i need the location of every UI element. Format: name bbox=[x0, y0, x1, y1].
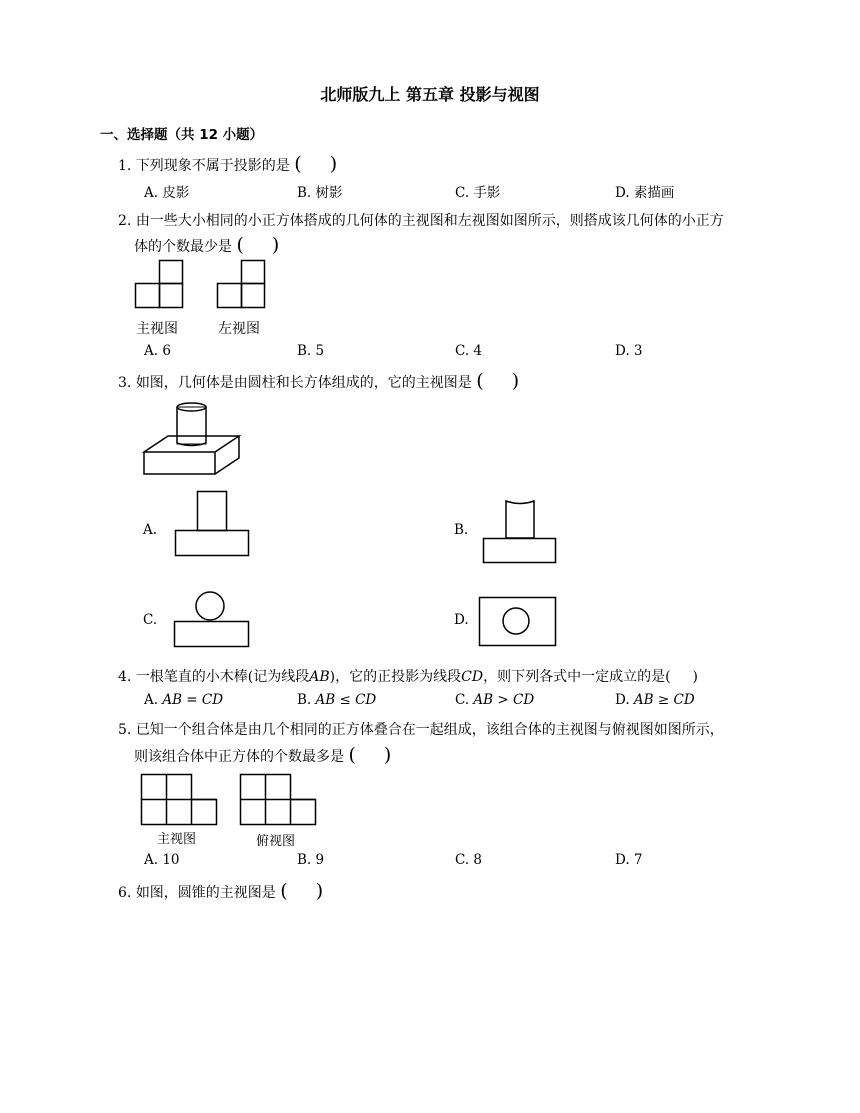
answer-paren-open: ( bbox=[236, 234, 244, 256]
option-c: C. bbox=[143, 612, 158, 628]
answer-paren-close: ) bbox=[329, 153, 338, 175]
option-a-figure bbox=[172, 490, 252, 558]
question-number: 2. bbox=[118, 213, 132, 229]
option-d: D. 7 bbox=[615, 852, 643, 868]
question-number: 5. bbox=[118, 722, 132, 738]
answer-paren-open: ( bbox=[348, 744, 356, 766]
option-a: A. 𝐴𝐵 = 𝐶𝐷 bbox=[144, 692, 224, 708]
answer-paren-open: ( bbox=[280, 880, 288, 902]
question-number: 1. bbox=[118, 158, 132, 174]
page-title: 北师版九上 第五章 投影与视图 bbox=[320, 85, 540, 104]
option-a: A. 10 bbox=[144, 852, 180, 868]
answer-paren-close: ) bbox=[511, 370, 520, 392]
answer-paren-close: ) bbox=[383, 744, 392, 766]
left-view-figure bbox=[216, 259, 268, 309]
answer-paren-close: ) bbox=[271, 234, 280, 256]
option-a: A. 6 bbox=[144, 343, 171, 359]
question-number: 3. bbox=[118, 375, 132, 391]
figure-caption: 左视图 bbox=[218, 321, 260, 337]
question-6 bbox=[118, 882, 323, 902]
figure-caption: 主视图 bbox=[136, 321, 178, 337]
question-5-line2 bbox=[134, 746, 391, 766]
question-text: 由一些大小相同的小正方体搭成的几何体的主视图和左视图如图所示，则搭成该几何体的小正方 bbox=[135, 213, 724, 229]
question-text: 如图，圆锥的主视图是 bbox=[135, 885, 276, 901]
question-1 bbox=[118, 155, 337, 175]
question-text: 体的个数最少是 bbox=[134, 239, 232, 255]
figure-caption: 主视图 bbox=[157, 832, 197, 847]
question-4 bbox=[118, 666, 698, 686]
option-c-figure bbox=[172, 590, 252, 650]
option-d-figure bbox=[478, 596, 558, 648]
option-c: C. 手影 bbox=[455, 185, 501, 201]
question-text: 下列现象不属于投影的是 bbox=[135, 158, 290, 174]
question-text: 如图，几何体是由圆柱和长方体组成的，它的主视图是 bbox=[135, 375, 472, 391]
answer-paren-close: ) bbox=[692, 669, 698, 685]
option-b: B. 𝐴𝐵 ≤ 𝐶𝐷 bbox=[297, 692, 377, 708]
figure-caption: 俯视图 bbox=[256, 834, 296, 849]
option-b-figure bbox=[480, 497, 560, 565]
solid-figure bbox=[140, 400, 242, 478]
question-3 bbox=[118, 372, 519, 392]
front-view-figure bbox=[140, 773, 220, 827]
option-d: D. 𝐴𝐵 ≥ 𝐶𝐷 bbox=[615, 692, 695, 708]
question-2 bbox=[118, 210, 724, 230]
question-number: 4. bbox=[118, 669, 132, 685]
question-text: 已知一个组合体是由几个相同的正方体叠合在一起组成，该组合体的主视图与俯视图如图所示， bbox=[135, 722, 724, 738]
option-d: D. 素描画 bbox=[615, 185, 675, 201]
option-d: D. 3 bbox=[615, 343, 643, 359]
option-c: C. 𝐴𝐵 > 𝐶𝐷 bbox=[455, 692, 535, 708]
question-5 bbox=[118, 719, 724, 739]
section-heading: 一、选择题（共 12 小题） bbox=[100, 127, 264, 143]
option-a: A. bbox=[143, 522, 158, 538]
option-c: C. 4 bbox=[455, 343, 483, 359]
question-number: 6. bbox=[118, 885, 132, 901]
question-2-line2 bbox=[134, 236, 279, 256]
option-c: C. 8 bbox=[455, 852, 483, 868]
top-view-figure bbox=[239, 773, 319, 827]
question-text: 则该组合体中正方体的个数最多是 bbox=[134, 749, 344, 765]
front-view-figure bbox=[134, 259, 186, 309]
answer-paren-open: ( bbox=[476, 370, 484, 392]
question-text: 一根笔直的小木棒(记为线段𝐴𝐵)，它的正投影为线段𝐶𝐷，则下列各式中一定成立的是( bbox=[135, 669, 671, 685]
answer-paren-close: ) bbox=[315, 880, 324, 902]
option-b: B. 9 bbox=[297, 852, 325, 868]
option-d: D. bbox=[454, 612, 469, 628]
option-b: B. 树影 bbox=[297, 185, 343, 201]
answer-paren-open: ( bbox=[294, 153, 302, 175]
option-b: B. 5 bbox=[297, 343, 325, 359]
option-a: A. 皮影 bbox=[144, 185, 190, 201]
option-b: B. bbox=[454, 522, 469, 538]
